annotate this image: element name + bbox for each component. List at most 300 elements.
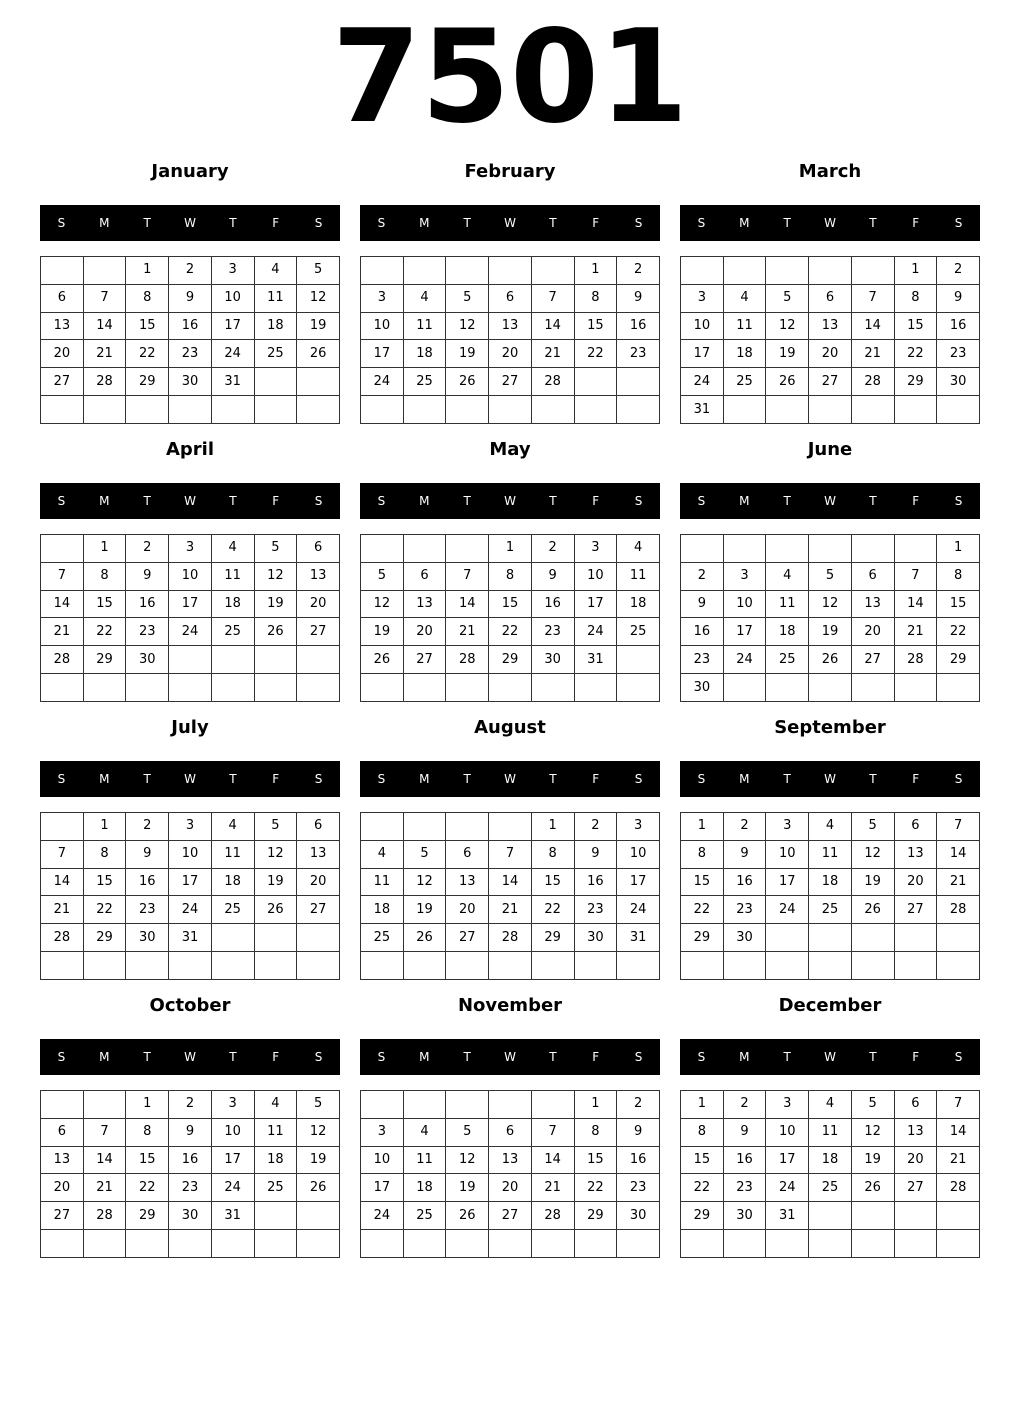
day-cell: 17	[361, 1174, 404, 1202]
day-cell	[766, 535, 809, 563]
day-cell: 16	[169, 1146, 212, 1174]
day-cell	[851, 1230, 894, 1258]
day-cell: 14	[83, 312, 126, 340]
day-cell: 8	[531, 840, 574, 868]
day-cell: 11	[809, 840, 852, 868]
weekday-label: S	[697, 1050, 706, 1064]
day-cell: 25	[254, 1174, 297, 1202]
day-cell	[617, 674, 660, 702]
day-cell: 30	[169, 368, 212, 396]
day-cell: 23	[126, 618, 169, 646]
day-cell: 11	[403, 1146, 446, 1174]
day-cell	[489, 257, 532, 285]
weekday-label: M	[419, 1050, 430, 1064]
day-cell: 23	[531, 618, 574, 646]
day-cell	[254, 646, 297, 674]
day-cell: 4	[403, 1118, 446, 1146]
day-cell	[211, 952, 254, 980]
day-cell: 24	[617, 896, 660, 924]
day-cell: 20	[297, 590, 340, 618]
week-row	[681, 896, 980, 924]
day-cell: 13	[809, 312, 852, 340]
weekday-label: T	[229, 494, 237, 508]
day-cell	[937, 396, 980, 424]
day-cell	[894, 674, 937, 702]
day-cell: 9	[126, 840, 169, 868]
day-cell	[361, 257, 404, 285]
day-cell	[723, 257, 766, 285]
day-cell: 15	[489, 590, 532, 618]
day-cell: 18	[211, 868, 254, 896]
day-cell	[211, 924, 254, 952]
day-cell: 20	[851, 618, 894, 646]
day-cell: 1	[126, 1091, 169, 1119]
year-title: 7501	[331, 3, 689, 152]
day-cell	[297, 674, 340, 702]
month-title: October	[149, 995, 231, 1016]
day-grid	[40, 534, 340, 702]
day-cell: 9	[169, 284, 212, 312]
weekday-label: F	[272, 216, 280, 230]
day-cell: 3	[574, 535, 617, 563]
month-title: November	[457, 995, 563, 1016]
day-cell: 6	[809, 284, 852, 312]
day-cell: 12	[851, 840, 894, 868]
week-row	[681, 1230, 980, 1258]
day-cell: 11	[254, 284, 297, 312]
week-row	[681, 396, 980, 424]
week-row	[681, 1118, 980, 1146]
day-cell: 15	[83, 590, 126, 618]
day-cell	[83, 1091, 126, 1119]
day-cell: 18	[403, 1174, 446, 1202]
day-cell: 23	[723, 896, 766, 924]
day-cell: 18	[254, 1146, 297, 1174]
day-cell: 7	[83, 1118, 126, 1146]
day-cell: 1	[937, 535, 980, 563]
day-cell: 30	[617, 1202, 660, 1230]
week-row	[41, 674, 340, 702]
week-row	[361, 562, 660, 590]
day-cell: 30	[723, 924, 766, 952]
day-cell	[169, 952, 212, 980]
day-cell: 16	[723, 1146, 766, 1174]
week-row	[361, 1202, 660, 1230]
day-cell: 22	[574, 340, 617, 368]
day-cell: 5	[766, 284, 809, 312]
week-row	[41, 1202, 340, 1230]
day-cell: 31	[681, 396, 724, 424]
day-cell: 17	[766, 868, 809, 896]
day-cell	[894, 1230, 937, 1258]
day-cell	[403, 952, 446, 980]
day-cell: 21	[41, 896, 84, 924]
day-cell	[937, 1230, 980, 1258]
weekday-label: S	[954, 494, 963, 508]
week-row	[681, 284, 980, 312]
day-cell: 8	[489, 562, 532, 590]
day-cell: 30	[937, 368, 980, 396]
day-cell: 17	[169, 590, 212, 618]
day-cell	[809, 1202, 852, 1230]
day-cell: 3	[211, 1091, 254, 1119]
day-cell: 6	[894, 1091, 937, 1119]
day-cell: 13	[41, 1146, 84, 1174]
day-cell: 28	[83, 1202, 126, 1230]
day-cell	[297, 646, 340, 674]
weekday-header	[680, 761, 980, 797]
day-cell: 21	[489, 896, 532, 924]
day-cell: 7	[489, 840, 532, 868]
day-cell: 7	[851, 284, 894, 312]
day-cell	[446, 1091, 489, 1119]
week-row	[361, 368, 660, 396]
day-cell: 8	[574, 1118, 617, 1146]
day-cell: 9	[617, 1118, 660, 1146]
day-cell	[403, 674, 446, 702]
day-cell: 20	[894, 868, 937, 896]
week-row	[41, 868, 340, 896]
day-cell	[211, 646, 254, 674]
day-cell: 15	[681, 1146, 724, 1174]
day-cell	[851, 1202, 894, 1230]
day-cell: 1	[83, 535, 126, 563]
weekday-label: S	[377, 772, 386, 786]
day-cell: 17	[723, 618, 766, 646]
day-cell	[851, 924, 894, 952]
day-cell: 18	[254, 312, 297, 340]
weekday-label: M	[739, 772, 750, 786]
day-cell: 20	[41, 1174, 84, 1202]
day-cell: 16	[937, 312, 980, 340]
weekday-header	[680, 205, 980, 241]
day-cell: 27	[894, 896, 937, 924]
day-cell: 4	[361, 840, 404, 868]
day-cell	[446, 1230, 489, 1258]
day-cell	[254, 1230, 297, 1258]
day-cell: 7	[41, 562, 84, 590]
day-cell: 12	[361, 590, 404, 618]
day-cell: 21	[937, 1146, 980, 1174]
week-row	[361, 1230, 660, 1258]
day-cell: 10	[617, 840, 660, 868]
weekday-label: S	[377, 216, 386, 230]
day-cell: 27	[489, 1202, 532, 1230]
day-cell: 25	[403, 368, 446, 396]
day-cell	[531, 674, 574, 702]
week-row	[361, 952, 660, 980]
day-cell: 19	[297, 312, 340, 340]
day-cell: 30	[126, 646, 169, 674]
day-cell: 28	[83, 368, 126, 396]
day-grid	[680, 534, 980, 702]
week-row	[361, 868, 660, 896]
weekday-label: T	[783, 772, 791, 786]
day-cell: 24	[169, 896, 212, 924]
day-cell: 10	[574, 562, 617, 590]
weekday-header	[360, 483, 660, 519]
day-cell: 15	[126, 312, 169, 340]
day-cell: 15	[574, 312, 617, 340]
day-cell: 23	[169, 1174, 212, 1202]
day-cell: 3	[169, 535, 212, 563]
day-cell: 29	[83, 924, 126, 952]
weekday-header	[40, 205, 340, 241]
weekday-label: W	[504, 1050, 516, 1064]
day-cell: 31	[211, 1202, 254, 1230]
day-cell	[297, 396, 340, 424]
day-cell	[41, 1230, 84, 1258]
day-grid	[360, 534, 660, 702]
day-cell: 14	[446, 590, 489, 618]
day-cell: 19	[809, 618, 852, 646]
day-cell: 18	[809, 868, 852, 896]
day-cell	[937, 1202, 980, 1230]
week-row	[41, 396, 340, 424]
day-cell	[41, 952, 84, 980]
day-cell: 29	[531, 924, 574, 952]
day-cell: 12	[766, 312, 809, 340]
day-cell	[894, 1202, 937, 1230]
day-cell: 27	[41, 1202, 84, 1230]
day-cell: 10	[766, 1118, 809, 1146]
day-cell: 23	[723, 1174, 766, 1202]
weekday-header	[680, 1039, 980, 1075]
day-cell: 5	[297, 257, 340, 285]
day-cell: 29	[937, 646, 980, 674]
day-cell: 31	[617, 924, 660, 952]
day-cell: 19	[403, 896, 446, 924]
day-cell: 30	[681, 674, 724, 702]
day-cell: 2	[937, 257, 980, 285]
day-cell: 29	[681, 924, 724, 952]
day-cell: 22	[126, 1174, 169, 1202]
day-cell: 14	[531, 312, 574, 340]
day-cell: 10	[211, 1118, 254, 1146]
week-row	[681, 1174, 980, 1202]
day-cell: 25	[211, 618, 254, 646]
weekday-label: M	[99, 772, 110, 786]
day-cell: 8	[574, 284, 617, 312]
day-cell	[41, 535, 84, 563]
day-cell: 26	[254, 896, 297, 924]
day-cell: 6	[403, 562, 446, 590]
day-cell	[574, 674, 617, 702]
day-cell	[403, 396, 446, 424]
day-cell: 27	[446, 924, 489, 952]
week-row	[681, 590, 980, 618]
day-cell	[809, 396, 852, 424]
day-cell: 3	[766, 813, 809, 841]
day-cell	[766, 1230, 809, 1258]
day-cell: 31	[169, 924, 212, 952]
day-cell: 28	[531, 1202, 574, 1230]
weekday-label: S	[634, 1050, 643, 1064]
day-cell: 21	[851, 340, 894, 368]
day-cell: 21	[83, 1174, 126, 1202]
day-cell: 17	[766, 1146, 809, 1174]
weekday-label: T	[783, 1050, 791, 1064]
day-cell: 7	[937, 813, 980, 841]
day-cell: 26	[446, 1202, 489, 1230]
day-cell	[617, 396, 660, 424]
day-cell: 23	[617, 340, 660, 368]
week-row	[361, 312, 660, 340]
day-cell: 17	[574, 590, 617, 618]
day-cell: 16	[531, 590, 574, 618]
week-row	[681, 257, 980, 285]
day-cell: 26	[766, 368, 809, 396]
day-cell	[403, 257, 446, 285]
weekday-label: F	[592, 216, 600, 230]
weekday-label: M	[419, 772, 430, 786]
day-cell	[361, 1230, 404, 1258]
week-row	[681, 952, 980, 980]
day-cell: 9	[681, 590, 724, 618]
day-cell: 4	[809, 813, 852, 841]
day-cell: 10	[361, 1146, 404, 1174]
day-cell: 11	[254, 1118, 297, 1146]
day-cell	[297, 368, 340, 396]
month-title: February	[464, 161, 556, 182]
week-row	[41, 952, 340, 980]
day-cell: 29	[574, 1202, 617, 1230]
weekday-label: S	[57, 1050, 66, 1064]
day-cell: 28	[937, 1174, 980, 1202]
day-cell: 19	[361, 618, 404, 646]
weekday-label: F	[912, 494, 920, 508]
day-cell: 27	[809, 368, 852, 396]
day-cell	[531, 1091, 574, 1119]
day-cell: 28	[851, 368, 894, 396]
day-cell	[361, 1091, 404, 1119]
day-cell: 5	[361, 562, 404, 590]
day-cell	[851, 674, 894, 702]
day-cell: 27	[41, 368, 84, 396]
day-cell: 31	[766, 1202, 809, 1230]
day-cell: 10	[361, 312, 404, 340]
month-title: January	[151, 161, 229, 182]
weekday-label: T	[463, 1050, 471, 1064]
day-cell: 9	[531, 562, 574, 590]
day-cell: 28	[937, 896, 980, 924]
day-cell: 2	[169, 257, 212, 285]
day-cell: 12	[403, 868, 446, 896]
day-cell: 26	[851, 896, 894, 924]
week-row	[41, 813, 340, 841]
day-cell: 26	[297, 340, 340, 368]
day-cell: 28	[531, 368, 574, 396]
day-cell: 5	[254, 813, 297, 841]
day-cell	[937, 924, 980, 952]
day-cell	[809, 257, 852, 285]
week-row	[681, 868, 980, 896]
day-cell: 28	[489, 924, 532, 952]
day-cell: 29	[489, 646, 532, 674]
day-cell: 16	[574, 868, 617, 896]
day-cell	[41, 813, 84, 841]
day-cell	[809, 674, 852, 702]
day-cell: 24	[361, 368, 404, 396]
day-cell: 3	[681, 284, 724, 312]
weekday-label: F	[912, 216, 920, 230]
month-title: September	[774, 717, 886, 738]
day-cell: 1	[574, 1091, 617, 1119]
day-grid	[360, 812, 660, 980]
week-row	[41, 896, 340, 924]
day-cell	[254, 368, 297, 396]
day-cell: 11	[766, 590, 809, 618]
day-cell: 14	[41, 590, 84, 618]
day-cell: 19	[254, 868, 297, 896]
day-cell	[126, 1230, 169, 1258]
day-cell: 23	[574, 896, 617, 924]
week-row	[681, 674, 980, 702]
day-cell: 2	[126, 813, 169, 841]
weekday-header	[40, 761, 340, 797]
day-cell: 16	[723, 868, 766, 896]
day-cell: 22	[126, 340, 169, 368]
day-cell	[297, 1202, 340, 1230]
day-cell	[83, 1230, 126, 1258]
week-row	[361, 590, 660, 618]
day-cell: 11	[211, 562, 254, 590]
day-cell	[574, 368, 617, 396]
day-cell: 20	[403, 618, 446, 646]
day-cell: 14	[937, 840, 980, 868]
day-cell: 18	[766, 618, 809, 646]
day-cell	[254, 924, 297, 952]
week-row	[681, 340, 980, 368]
day-cell: 10	[681, 312, 724, 340]
day-cell: 13	[403, 590, 446, 618]
day-cell	[361, 952, 404, 980]
month-title: June	[807, 439, 853, 460]
day-cell	[41, 1091, 84, 1119]
weekday-header	[40, 483, 340, 519]
day-cell: 15	[83, 868, 126, 896]
weekday-label: S	[697, 494, 706, 508]
day-cell	[361, 535, 404, 563]
day-cell: 25	[361, 924, 404, 952]
day-cell: 31	[574, 646, 617, 674]
day-cell: 12	[446, 312, 489, 340]
week-row	[361, 618, 660, 646]
day-cell: 26	[446, 368, 489, 396]
day-cell	[937, 952, 980, 980]
weekday-header	[360, 761, 660, 797]
weekday-label: M	[419, 216, 430, 230]
day-cell: 7	[937, 1091, 980, 1119]
week-row	[361, 535, 660, 563]
day-cell	[254, 396, 297, 424]
weekday-label: T	[229, 1050, 237, 1064]
day-cell: 14	[83, 1146, 126, 1174]
day-cell	[83, 674, 126, 702]
day-cell	[681, 535, 724, 563]
day-cell: 10	[169, 562, 212, 590]
day-cell: 4	[254, 1091, 297, 1119]
month-title: August	[474, 717, 546, 738]
weekday-label: M	[99, 1050, 110, 1064]
week-row	[361, 396, 660, 424]
day-cell: 14	[851, 312, 894, 340]
day-cell: 4	[254, 257, 297, 285]
day-cell	[41, 396, 84, 424]
day-cell: 21	[894, 618, 937, 646]
day-cell: 4	[809, 1091, 852, 1119]
day-cell: 15	[894, 312, 937, 340]
